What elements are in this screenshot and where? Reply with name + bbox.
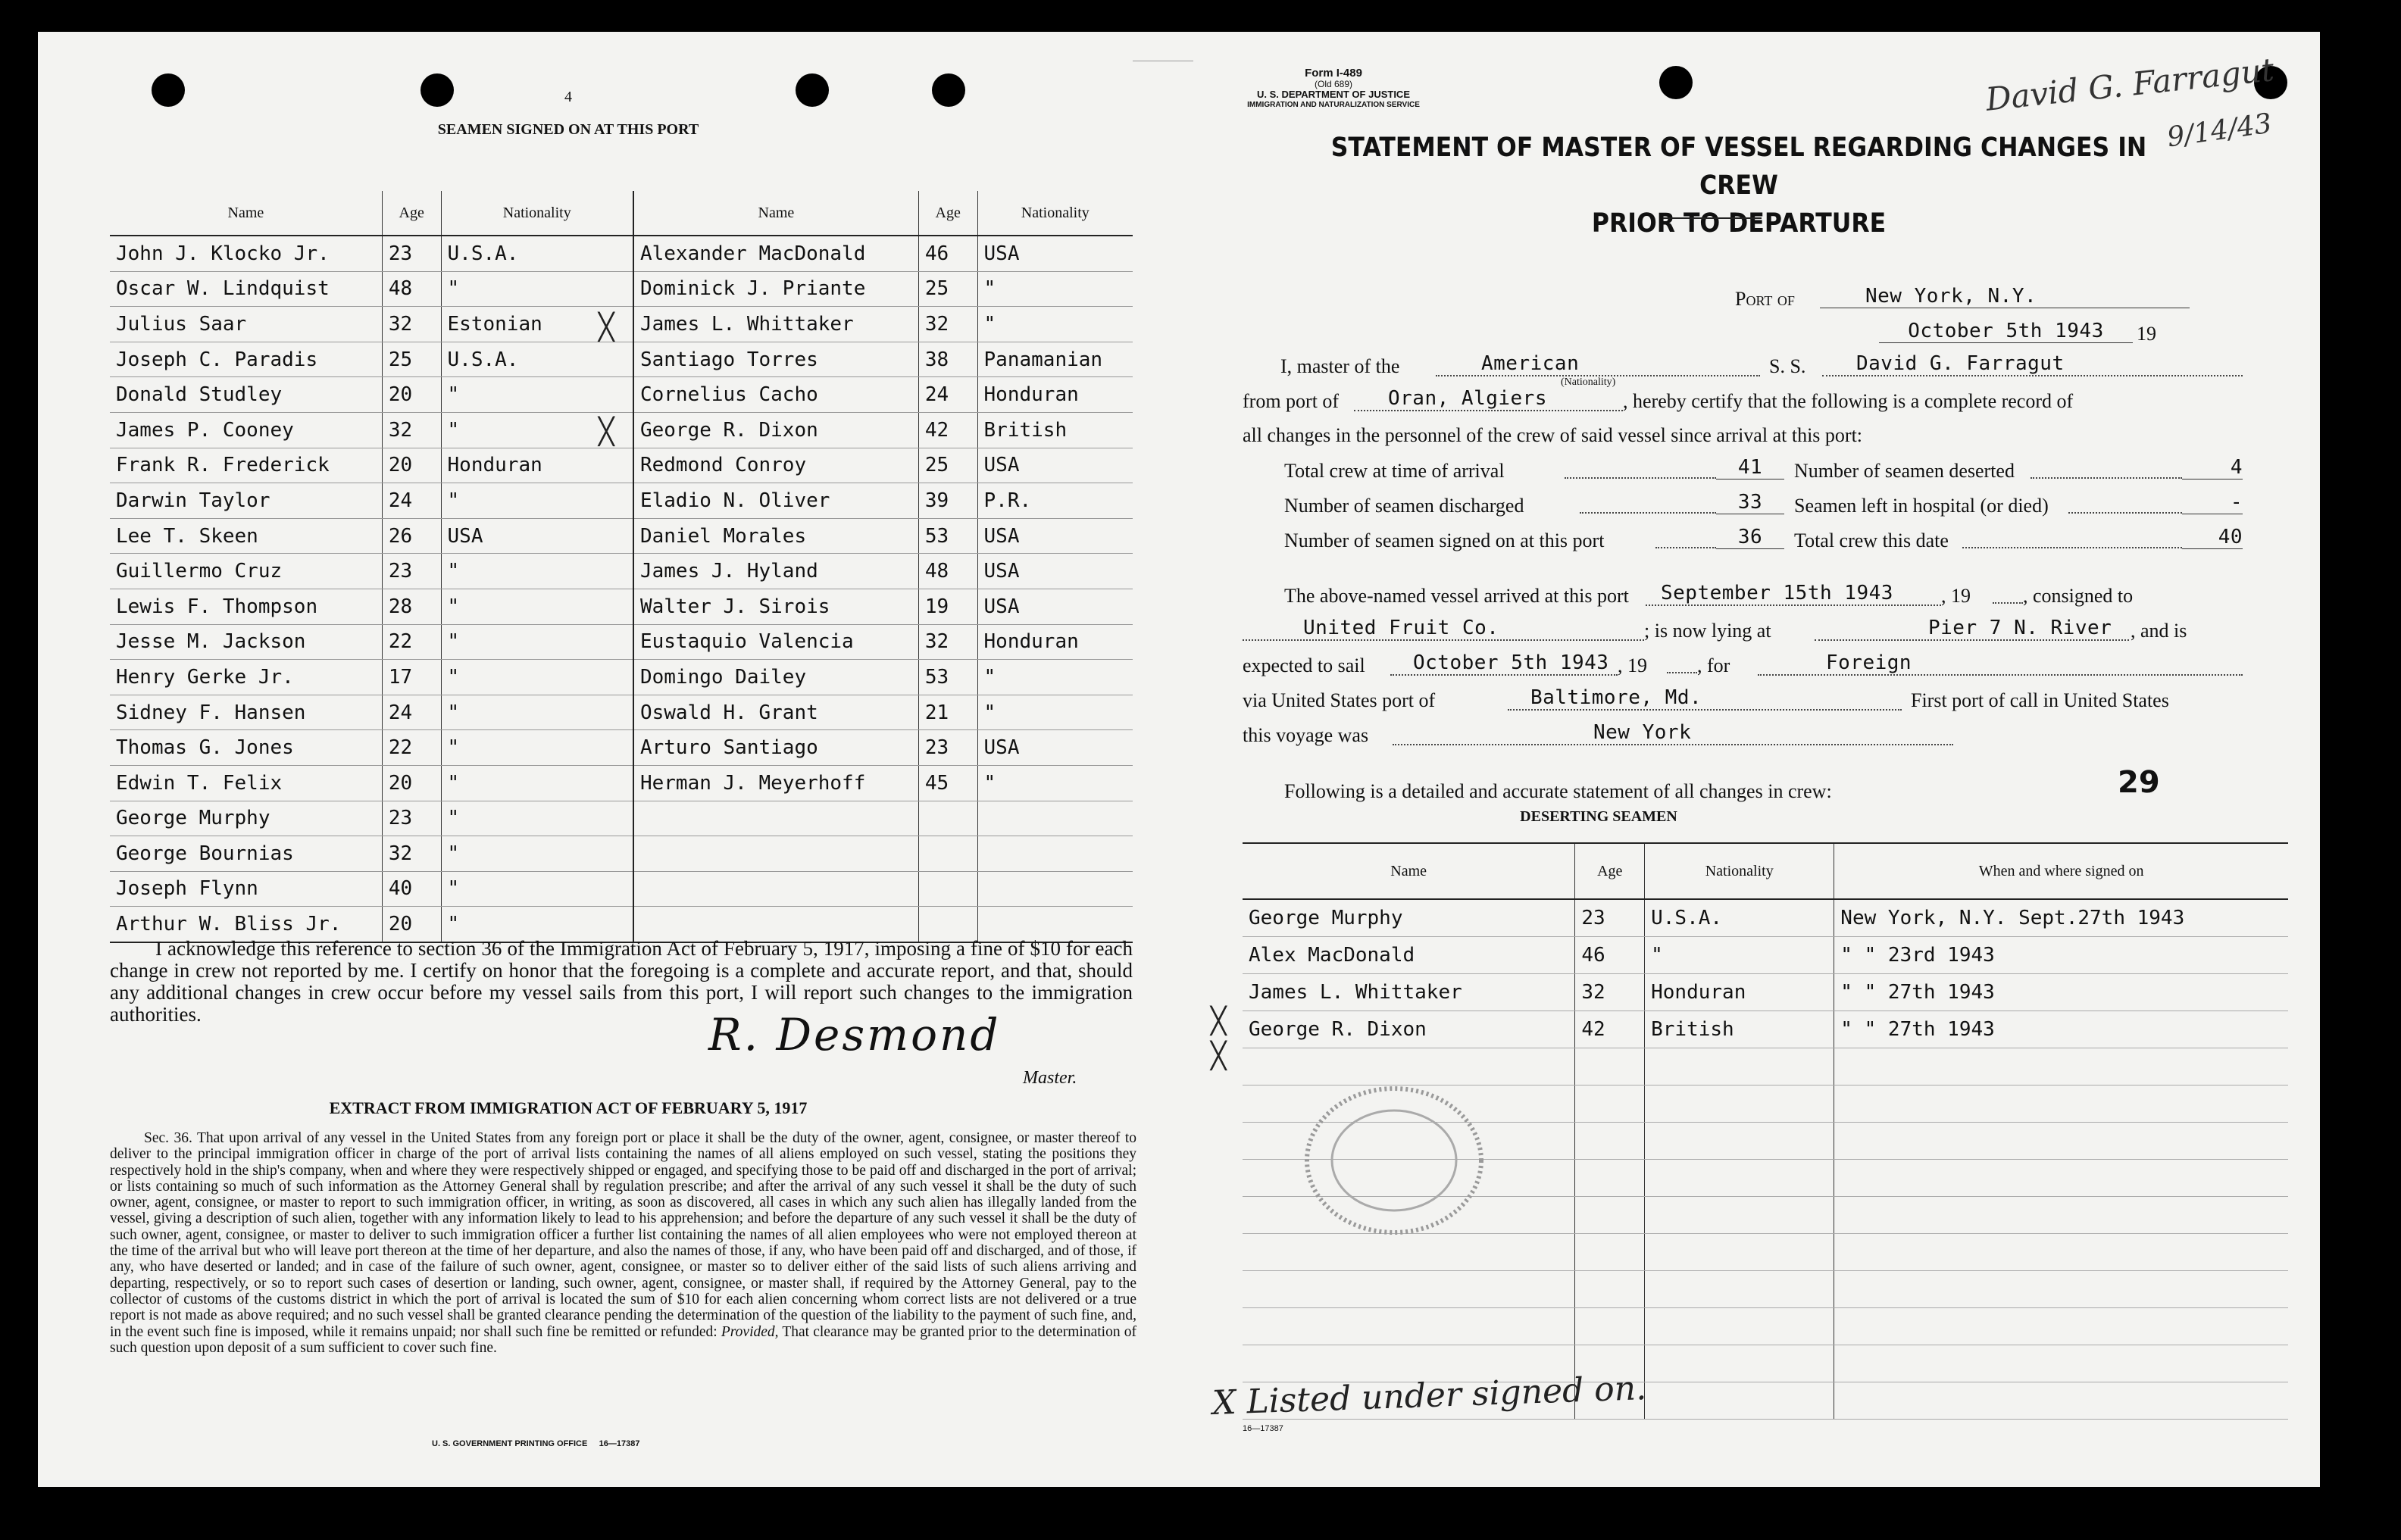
- crew-name: [633, 836, 918, 872]
- dot-leader: [1993, 602, 2023, 604]
- for-label: , for: [1697, 654, 1730, 676]
- master-label: Master.: [1023, 1068, 1077, 1088]
- crew-age: 24: [382, 483, 441, 519]
- deserter-nationality: ": [1645, 937, 1834, 974]
- port-value: New York, N.Y.: [1820, 285, 2190, 308]
- crew-nationality: ": [441, 730, 633, 766]
- crew-name: Jesse M. Jackson: [110, 624, 382, 660]
- crew-name: Lee T. Skeen: [110, 518, 382, 554]
- extract-text: [110, 1130, 1136, 1356]
- deserter-nationality: [1645, 1382, 1834, 1420]
- deserter-signed-on: [1834, 1048, 2288, 1085]
- crew-name: George Bournias: [110, 836, 382, 872]
- crew-name: Eladio N. Oliver: [633, 483, 918, 519]
- deserter-nationality: [1645, 1345, 1834, 1382]
- crew-age: 32: [918, 624, 977, 660]
- dot-leader: [2031, 477, 2182, 479]
- crew-age: 20: [382, 377, 441, 413]
- crew-name: Alexander MacDonald: [633, 236, 918, 271]
- crew-nationality: [977, 871, 1133, 907]
- punch-hole: [796, 73, 829, 107]
- crew-age: 23: [918, 730, 977, 766]
- crew-nationality: ": [441, 554, 633, 589]
- section-title: SEAMEN SIGNED ON AT THIS PORT: [437, 121, 699, 138]
- crew-nationality: British: [977, 412, 1133, 448]
- deserter-age: [1575, 1048, 1645, 1085]
- crew-age: 32: [918, 307, 977, 342]
- crew-nationality: ": [441, 589, 633, 624]
- crew-age: [918, 836, 977, 872]
- via-label: via United States port of: [1243, 689, 1436, 711]
- crew-nationality: [977, 801, 1133, 836]
- crew-nationality: Honduran: [977, 624, 1133, 660]
- deserter-age: 46: [1575, 937, 1645, 974]
- crew-nationality: ": [977, 271, 1133, 307]
- crew-age: 40: [382, 871, 441, 907]
- crew-nationality: [977, 836, 1133, 872]
- discharged-label: Number of seamen discharged: [1284, 495, 1524, 517]
- col-name: Name: [1243, 843, 1575, 899]
- crew-nationality: ": [441, 483, 633, 519]
- page-number: 4: [564, 89, 572, 105]
- deserter-signed-on: [1834, 1123, 2288, 1160]
- dot-leader: [1667, 672, 1697, 673]
- deserter-nationality: Honduran: [1645, 974, 1834, 1011]
- crew-name: Sidney F. Hansen: [110, 695, 382, 730]
- crew-age: 53: [918, 518, 977, 554]
- table-header-row: [110, 191, 1133, 236]
- deserter-signed-on: New York, N.Y. Sept.27th 1943: [1834, 899, 2288, 937]
- table-row: [110, 836, 1133, 872]
- signed-on-value: 36: [1716, 526, 1784, 549]
- deserter-age: [1575, 1234, 1645, 1271]
- title-line-2: PRIOR TO DEPARTURE: [1591, 208, 1887, 239]
- crew-age: 20: [382, 765, 441, 801]
- crew-age: 23: [382, 801, 441, 836]
- table-row: [110, 730, 1133, 766]
- and-is-label: , and is: [2131, 620, 2187, 642]
- deserter-signed-on: [1834, 1197, 2288, 1234]
- col-name: Name: [633, 191, 918, 236]
- crew-name: Arthur W. Bliss Jr.: [110, 907, 382, 942]
- deserter-age: [1575, 1197, 1645, 1234]
- crew-nationality: USA: [977, 518, 1133, 554]
- voyage-value: New York: [1393, 721, 1953, 745]
- table-row: [1243, 899, 2288, 937]
- table-row: [110, 271, 1133, 307]
- col-nationality: Nationality: [977, 191, 1133, 236]
- table-row: [110, 448, 1133, 483]
- crew-age: 42: [918, 412, 977, 448]
- col-age: Age: [1575, 843, 1645, 899]
- table-row: [1243, 1308, 2288, 1345]
- crew-name: George Murphy: [110, 801, 382, 836]
- col-age: Age: [918, 191, 977, 236]
- crew-age: 48: [918, 554, 977, 589]
- table-row: [1243, 937, 2288, 974]
- crew-name: Redmond Conroy: [633, 448, 918, 483]
- port-label: Port of: [1735, 288, 1795, 310]
- dot-leader: [1565, 477, 1716, 479]
- deserter-nationality: [1645, 1271, 1834, 1308]
- crew-nationality: U.S.A.: [441, 342, 633, 377]
- crew-nationality: USA: [977, 730, 1133, 766]
- dot-leader: [2068, 512, 2182, 514]
- crew-age: 53: [918, 660, 977, 695]
- old-form-number: (Old 689): [1314, 79, 1353, 89]
- deserter-signed-on: [1834, 1160, 2288, 1197]
- master-signature: R. Desmond: [708, 1009, 1001, 1061]
- crew-age: 22: [382, 624, 441, 660]
- deserter-signed-on: " " 27th 1943: [1834, 974, 2288, 1011]
- table-row: [110, 765, 1133, 801]
- total-arrival-label: Total crew at time of arrival: [1284, 460, 1505, 482]
- crew-name: Cornelius Cacho: [633, 377, 918, 413]
- crew-name: James L. Whittaker: [633, 307, 918, 342]
- printing-office-footer: U. S. GOVERNMENT PRINTING OFFICE 16—17387: [432, 1439, 640, 1448]
- crew-nationality: ": [977, 765, 1133, 801]
- master-of-the-label: I, master of the: [1280, 355, 1400, 377]
- signed-on-label: Number of seamen signed on at this port: [1284, 529, 1605, 551]
- table-row: [110, 660, 1133, 695]
- crew-name: Edwin T. Felix: [110, 765, 382, 801]
- col-name: Name: [110, 191, 382, 236]
- following-label: Following is a detailed and accurate statement of all changes in crew:: [1284, 780, 1832, 802]
- handwritten-ship-name: David G. Farragut: [1984, 51, 2276, 118]
- crew-name: [633, 871, 918, 907]
- deserter-nationality: [1645, 1197, 1834, 1234]
- crew-age: 23: [382, 554, 441, 589]
- deserter-nationality: [1645, 1123, 1834, 1160]
- deserter-age: [1575, 1085, 1645, 1123]
- crew-nationality: USA: [977, 554, 1133, 589]
- table-row: [110, 483, 1133, 519]
- date-value: October 5th 1943: [1879, 320, 2133, 343]
- crew-name: Thomas G. Jones: [110, 730, 382, 766]
- deserter-age: [1575, 1271, 1645, 1308]
- crew-nationality: U.S.A.: [441, 236, 633, 271]
- crew-name: Darwin Taylor: [110, 483, 382, 519]
- deserted-label: Number of seamen deserted: [1794, 460, 2015, 482]
- deserter-name: George Murphy: [1243, 899, 1575, 937]
- deserter-signed-on: [1834, 1382, 2288, 1420]
- crew-age: 25: [382, 342, 441, 377]
- deserter-name: [1243, 1271, 1575, 1308]
- first-call-label: First port of call in United States: [1911, 689, 2169, 711]
- col-nationality: Nationality: [1645, 843, 1834, 899]
- deserter-age: 42: [1575, 1011, 1645, 1048]
- table-row: [110, 518, 1133, 554]
- x-mark: ╳: [599, 312, 614, 342]
- table-header-row: [1243, 843, 2288, 899]
- ss-label: S. S.: [1769, 355, 1806, 377]
- crew-age: 20: [382, 448, 441, 483]
- crew-age: 17: [382, 660, 441, 695]
- col-age: Age: [382, 191, 441, 236]
- table-row: [1243, 1271, 2288, 1308]
- extract-tail: That clearance may be granted prior to the determination of such question upon deposit of a sum sufficient to cover such fine.: [110, 1323, 1136, 1356]
- crew-nationality: ": [977, 660, 1133, 695]
- from-port-value: Oran, Algiers: [1354, 387, 1623, 411]
- table-row: [110, 624, 1133, 660]
- crew-age: 25: [918, 271, 977, 307]
- deserting-title: DESERTING SEAMEN: [1520, 808, 1677, 825]
- nationality-caption: (Nationality): [1561, 376, 1616, 388]
- right-page: [1167, 32, 2320, 1487]
- deserter-nationality: [1645, 1308, 1834, 1345]
- crew-age: 26: [382, 518, 441, 554]
- title-line-1: STATEMENT OF MASTER OF VESSEL REGARDING CHANGES IN CREW: [1330, 133, 2147, 201]
- hospital-value: -: [2182, 491, 2243, 514]
- col-when-where: When and where signed on: [1834, 843, 2288, 899]
- crew-age: 22: [382, 730, 441, 766]
- crew-name: Frank R. Frederick: [110, 448, 382, 483]
- crew-name: Lewis F. Thompson: [110, 589, 382, 624]
- crew-nationality: ": [441, 695, 633, 730]
- deserter-age: 23: [1575, 899, 1645, 937]
- deserter-signed-on: " " 27th 1943: [1834, 1011, 2288, 1048]
- punch-hole: [1659, 66, 1693, 99]
- crew-nationality: Honduran: [977, 377, 1133, 413]
- table-row: [110, 377, 1133, 413]
- deserter-nationality: British: [1645, 1011, 1834, 1048]
- pier-value: Pier 7 N. River: [1815, 617, 2129, 641]
- lying-label: ; is now lying at: [1644, 620, 1771, 642]
- table-row: [110, 412, 1133, 448]
- voyage-label: this voyage was: [1243, 724, 1369, 746]
- crew-name: James P. Cooney: [110, 412, 382, 448]
- crew-age: 32: [382, 412, 441, 448]
- deserter-signed-on: [1834, 1308, 2288, 1345]
- crew-name: Henry Gerke Jr.: [110, 660, 382, 695]
- crew-nationality: ": [441, 660, 633, 695]
- punch-hole: [932, 73, 965, 107]
- crew-age: [918, 871, 977, 907]
- deserter-nationality: [1645, 1160, 1834, 1197]
- crew-nationality: USA: [977, 448, 1133, 483]
- extract-title: EXTRACT FROM IMMIGRATION ACT OF FEBRUARY 5, 1917: [329, 1098, 808, 1117]
- immigration-stamp: [1288, 1077, 1500, 1244]
- crew-age: 46: [918, 236, 977, 271]
- service: IMMIGRATION AND NATURALIZATION SERVICE: [1247, 101, 1420, 109]
- table-row: [110, 236, 1133, 271]
- crew-age: 23: [382, 236, 441, 271]
- crew-name: [633, 801, 918, 836]
- deserter-signed-on: [1834, 1345, 2288, 1382]
- deserter-name: Alex MacDonald: [1243, 937, 1575, 974]
- deserter-age: [1575, 1123, 1645, 1160]
- via-value: Baltimore, Md.: [1508, 686, 1902, 711]
- dot-leader: [1580, 512, 1716, 514]
- punch-hole: [152, 73, 185, 107]
- crew-name: Herman J. Meyerhoff: [633, 765, 918, 801]
- x-mark: ╳: [1211, 1041, 1227, 1071]
- form-footer: 16—17387: [1243, 1424, 1283, 1433]
- crew-name: Walter J. Sirois: [633, 589, 918, 624]
- acknowledgement-text: I acknowledge this reference to section 36 of the Immigration Act of February 5, 1917, imposing a fine of $10 for each change in crew not reported by me. I certify on honor that the foregoing is a complete and accurate report, and that, should any additional changes in crew occur before my vessel sails from this port, I will report such changes to the immigration authorities.: [110, 937, 1133, 1026]
- crew-age: [918, 801, 977, 836]
- crew-age: 32: [382, 307, 441, 342]
- crew-age: 25: [918, 448, 977, 483]
- deserter-signed-on: [1834, 1234, 2288, 1271]
- crew-age: 24: [918, 377, 977, 413]
- form-header: [1227, 68, 1440, 111]
- crew-nationality: ": [441, 907, 633, 942]
- crew-age: 32: [382, 836, 441, 872]
- discharged-value: 33: [1716, 491, 1784, 514]
- sail-suffix: , 19: [1618, 654, 1647, 676]
- crew-nationality: ": [441, 377, 633, 413]
- certify-text: , hereby certify that the following is a complete record of: [1623, 390, 2074, 412]
- dot-leader: [1655, 547, 1716, 548]
- destination-value: Foreign: [1758, 651, 2243, 676]
- crew-nationality: USA: [977, 589, 1133, 624]
- deserter-age: 32: [1575, 974, 1645, 1011]
- handwritten-note: X Listed under signed on.: [1211, 1369, 1647, 1423]
- from-port-label: from port of: [1243, 390, 1340, 412]
- table-row: [110, 695, 1133, 730]
- deserter-signed-on: [1834, 1085, 2288, 1123]
- crew-nationality: USA: [977, 236, 1133, 271]
- crew-name: Santiago Torres: [633, 342, 918, 377]
- extract-provided: Provided,: [721, 1323, 779, 1340]
- deserter-name: [1243, 1308, 1575, 1345]
- crew-name: Eustaquio Valencia: [633, 624, 918, 660]
- left-page: [38, 32, 1167, 1487]
- deserter-signed-on: " " 23rd 1943: [1834, 937, 2288, 974]
- crew-age: 21: [918, 695, 977, 730]
- ship-name: David G. Farragut: [1822, 352, 2243, 376]
- x-mark: ╳: [1211, 1006, 1227, 1036]
- deserter-age: [1575, 1160, 1645, 1197]
- table-row: [110, 589, 1133, 624]
- table-row: [110, 871, 1133, 907]
- col-nationality: Nationality: [441, 191, 633, 236]
- deserter-name: George R. Dixon: [1243, 1011, 1575, 1048]
- hospital-label: Seamen left in hospital (or died): [1794, 495, 2049, 517]
- certify-text-2: all changes in the personnel of the crew of said vessel since arrival at this port:: [1243, 424, 1863, 446]
- crew-name: John J. Klocko Jr.: [110, 236, 382, 271]
- section-label: Sec. 36.: [144, 1130, 192, 1146]
- crew-name: Guillermo Cruz: [110, 554, 382, 589]
- crew-age: 24: [382, 695, 441, 730]
- sail-value: October 5th 1943: [1390, 651, 1618, 676]
- crew-nationality: ": [441, 765, 633, 801]
- crew-nationality: Panamanian: [977, 342, 1133, 377]
- seamen-signed-on-table: [110, 191, 1133, 943]
- table-row: [1243, 974, 2288, 1011]
- table-row: [110, 801, 1133, 836]
- crew-nationality: Estonian: [441, 307, 633, 342]
- crew-name: James J. Hyland: [633, 554, 918, 589]
- table-row: [1243, 1345, 2288, 1382]
- arrived-suffix: , 19: [1941, 585, 1971, 607]
- deserted-value: 4: [2182, 456, 2243, 479]
- department: U. S. DEPARTMENT OF JUSTICE: [1257, 89, 1410, 100]
- deserter-nationality: [1645, 1085, 1834, 1123]
- total-arrival-value: 41: [1716, 456, 1784, 479]
- crew-nationality: ": [441, 624, 633, 660]
- crew-name: Arturo Santiago: [633, 730, 918, 766]
- table-row: [1243, 1011, 2288, 1048]
- table-row: [110, 307, 1133, 342]
- crew-nationality: USA: [441, 518, 633, 554]
- crew-age: 39: [918, 483, 977, 519]
- table-row: [110, 554, 1133, 589]
- crew-nationality: ": [441, 836, 633, 872]
- crew-nationality: ": [441, 271, 633, 307]
- crew-nationality: ": [441, 871, 633, 907]
- deserter-age: [1575, 1308, 1645, 1345]
- nationality-value: American: [1436, 352, 1760, 376]
- crew-age: 28: [382, 589, 441, 624]
- crew-nationality: Honduran: [441, 448, 633, 483]
- form-number: Form I-489: [1305, 67, 1362, 80]
- sail-label: expected to sail: [1243, 654, 1365, 676]
- stamped-page-number: 29: [2118, 765, 2160, 800]
- table-row: [110, 342, 1133, 377]
- deserter-nationality: [1645, 1234, 1834, 1271]
- form-title: [1306, 129, 2172, 242]
- deserter-signed-on: [1834, 1271, 2288, 1308]
- date-suffix: 19: [2137, 323, 2156, 345]
- deserter-name: James L. Whittaker: [1243, 974, 1575, 1011]
- crew-name: Domingo Dailey: [633, 660, 918, 695]
- total-date-label: Total crew this date: [1794, 529, 1949, 551]
- arrived-value: September 15th 1943: [1646, 582, 1941, 606]
- crew-nationality: P.R.: [977, 483, 1133, 519]
- x-mark: ╳: [599, 417, 614, 447]
- extract-body: That upon arrival of any vessel in the United States from any foreign port or place it shall be the duty of the owner, agent, consignee, or master thereof to deliver to the principal immigration officer in charge of the port of arrival lists containing the names of all aliens employed on such vessel, stating the positions they respectively hold in the ship's company, when and where they were respectively shipped or engaged, and specifying those to be paid off and discharged in the port of arrival; or lists containing so much of such information as the Attorney General shall by regulation prescribe; and after the arrival of any such vessel it shall be the duty of such owner, agent, consignee, or master to report to such immigration officer, in writing, as soon as discovered, all cases in which any such alien has illegally landed from the vessel, giving a description of such alien, together with any information likely to lead to his apprehension; and before the departure of any such vessel it shall be the duty of such owner, agent, consignee, or master to deliver to such immigration officer a further list containing the names of all alien employees who were not employed thereon at the time of the arrival but who will leave port thereon at the time of her departure, and also the names of those, if any, who have been paid off and discharged, and of those, if any, who have deserted or landed; and in case of the failure of such owner, agent, consignee, or master so to deliver either of the said lists of such aliens arriving and departing, respectively, or so to report such cases of desertion or landing, such owner, agent, consignee, or master shall, if required by the Attorney General, pay to the collector of customs of the customs district in which the port of arrival is located the sum of $10 for each alien concerning whom correct lists are not delivered or a true report is not made as above required; and no such vessel shall be granted clearance pending the determination of the question of the liability to the payment of such fine, and, in the event such fine is imposed, while it remains unpaid; nor shall such fine be remitted or refunded:: [110, 1130, 1136, 1340]
- crew-name: Daniel Morales: [633, 518, 918, 554]
- title-rule: [1663, 217, 1762, 219]
- punch-hole: [420, 73, 454, 107]
- consignee-value: United Fruit Co.: [1243, 617, 1644, 641]
- deserter-nationality: U.S.A.: [1645, 899, 1834, 937]
- crew-nationality: ": [441, 801, 633, 836]
- total-date-value: 40: [2182, 526, 2243, 549]
- crew-age: 45: [918, 765, 977, 801]
- crew-name: Oscar W. Lindquist: [110, 271, 382, 307]
- crew-name: Oswald H. Grant: [633, 695, 918, 730]
- crew-name: Joseph Flynn: [110, 871, 382, 907]
- crew-nationality: ": [977, 307, 1133, 342]
- crew-age: 19: [918, 589, 977, 624]
- crew-age: 38: [918, 342, 977, 377]
- crew-name: Dominick J. Priante: [633, 271, 918, 307]
- crew-nationality: ": [977, 695, 1133, 730]
- dot-leader: [1962, 547, 2182, 548]
- crew-age: 20: [382, 907, 441, 942]
- crew-age: 48: [382, 271, 441, 307]
- crew-nationality: ": [441, 412, 633, 448]
- crew-name: George R. Dixon: [633, 412, 918, 448]
- arrived-label: The above-named vessel arrived at this port: [1284, 585, 1629, 607]
- crew-name: Joseph C. Paradis: [110, 342, 382, 377]
- deserter-nationality: [1645, 1048, 1834, 1085]
- consigned-label: , consigned to: [2023, 585, 2134, 607]
- crew-name: Donald Studley: [110, 377, 382, 413]
- handwritten-date: 9/14/43: [2165, 108, 2274, 154]
- crew-name: Julius Saar: [110, 307, 382, 342]
